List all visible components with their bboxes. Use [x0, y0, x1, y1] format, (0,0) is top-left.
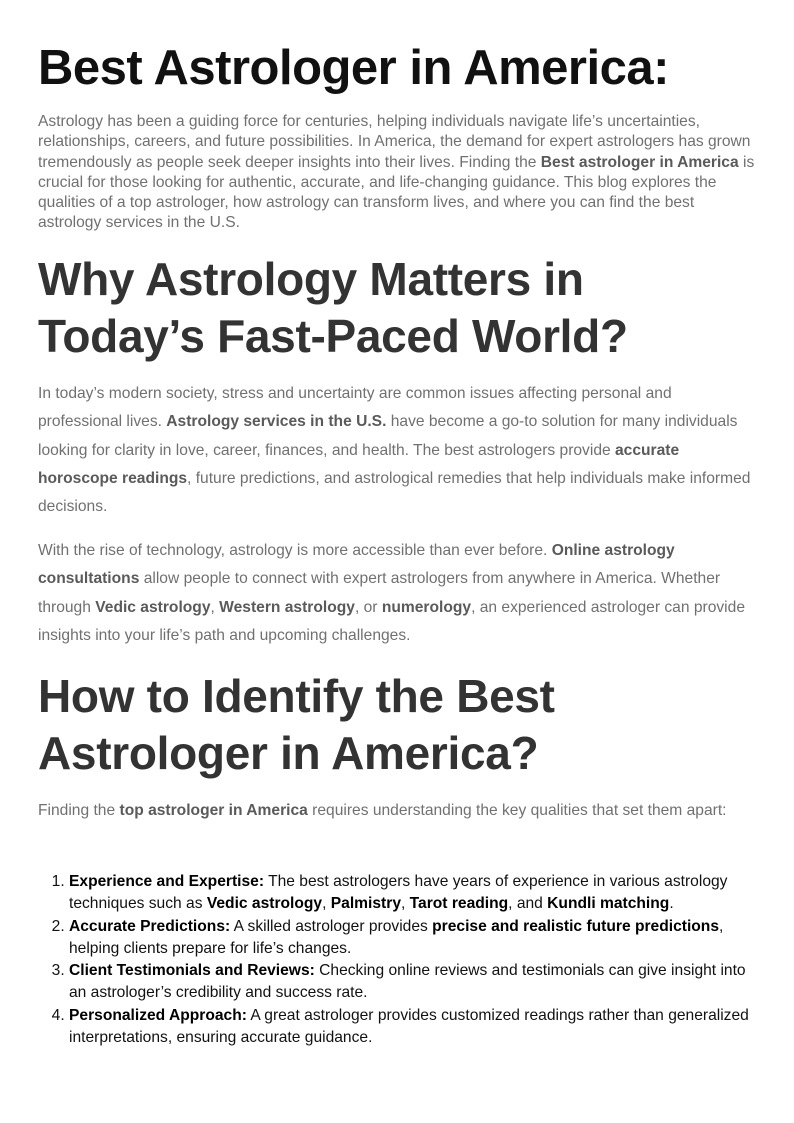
item-bold: Vedic astrology: [206, 895, 323, 913]
how-p-text-2: requires understanding the key qualities that set them apart:: [307, 802, 727, 819]
item-text: , helping clients prepare for life’s changes.: [69, 917, 724, 957]
item-text: A great astrologer provides customized readings rather than generalized interpretations, ensuring accurate guidance.: [69, 1006, 749, 1047]
why-p1-bold-2: accurate horoscope readings: [38, 441, 680, 487]
how-p-text-1: Finding the: [38, 802, 120, 819]
page-title: Best Astrologer in America:: [38, 41, 669, 95]
list-item: [69, 916, 759, 961]
list-item: [69, 871, 759, 916]
list-item: [69, 1005, 759, 1050]
item-text: ,: [401, 895, 410, 913]
why-p1-bold-1: Astrology services in the U.S.: [166, 413, 387, 431]
how-p-bold-1: top astrologer in America: [119, 802, 308, 819]
item-bold: precise and realistic future predictions: [432, 917, 719, 935]
qualities-list: [38, 871, 759, 1049]
why-p2-bold-1: Online astrology consultations: [38, 542, 675, 588]
item-text: ,: [322, 895, 331, 913]
why-paragraph-1: [38, 380, 760, 521]
why-p2-text-5: , an experienced astrologer can provide insights into your life’s path and upcoming challenges.: [38, 598, 745, 644]
list-item: [69, 960, 759, 1005]
why-paragraph-2: [38, 537, 760, 650]
why-p2-text-2: allow people to connect with expert astrologers from anywhere in America. Whether through: [38, 570, 721, 616]
why-p2-bold-4: numerology: [381, 598, 472, 616]
intro-paragraph: [38, 112, 760, 234]
why-p2-bold-2: Vedic astrology: [95, 598, 211, 616]
item-bold: Palmistry: [330, 895, 401, 913]
item-text: Checking online reviews and testimonials can give insight into an astrologer’s credibility and success rate.: [69, 962, 746, 1002]
item-label: Accurate Predictions:: [69, 917, 231, 935]
why-p1-text-3: , future predictions, and astrological remedies that help individuals make informed decisions.: [38, 469, 751, 516]
why-p2-text-3: ,: [210, 598, 220, 616]
why-p2-text-4: , or: [354, 598, 382, 616]
intro-text-2: is crucial for those looking for authentic, accurate, and life-changing guidance. This blog explores the qualities of a top astrologer, how astrology can transform lives, and where you can find the best astrology services in the U.S.: [38, 153, 755, 232]
how-paragraph: [38, 797, 760, 825]
item-label: Experience and Expertise:: [69, 873, 265, 890]
item-text: A skilled astrologer provides: [230, 917, 433, 935]
item-text: .: [669, 895, 674, 913]
section-heading-why: Why Astrology Matters in Today’s Fast-Paced World?: [38, 253, 628, 362]
why-p2-bold-3: Western astrology: [219, 598, 355, 616]
why-p1-text-2: have become a go-to solution for many individuals looking for clarity in love, career, finances, and health. The best astrologers provide: [38, 413, 738, 459]
item-label: Personalized Approach:: [69, 1006, 247, 1024]
item-bold: Tarot reading: [409, 895, 509, 913]
section-heading-how: How to Identify the Best Astrologer in America?: [38, 670, 555, 779]
why-p2-text-1: With the rise of technology, astrology is more accessible than ever before.: [38, 542, 552, 559]
item-text: The best astrologers have years of experience in various astrology techniques such as: [69, 873, 728, 913]
intro-bold-1: Best astrologer in America: [540, 153, 739, 171]
item-text: , and: [508, 895, 548, 913]
item-bold: Kundli matching: [547, 895, 670, 913]
why-p1-text-1: In today’s modern society, stress and uncertainty are common issues affecting personal and professional lives.: [38, 385, 672, 431]
item-label: Client Testimonials and Reviews:: [69, 962, 315, 980]
intro-text-1: Astrology has been a guiding force for centuries, helping individuals navigate life’s uncertainties, relationships, careers, and future possibilities. In America, the demand for expert astrologers has grown tremendously as people seek deeper insights into their lives. Finding the: [38, 113, 751, 171]
